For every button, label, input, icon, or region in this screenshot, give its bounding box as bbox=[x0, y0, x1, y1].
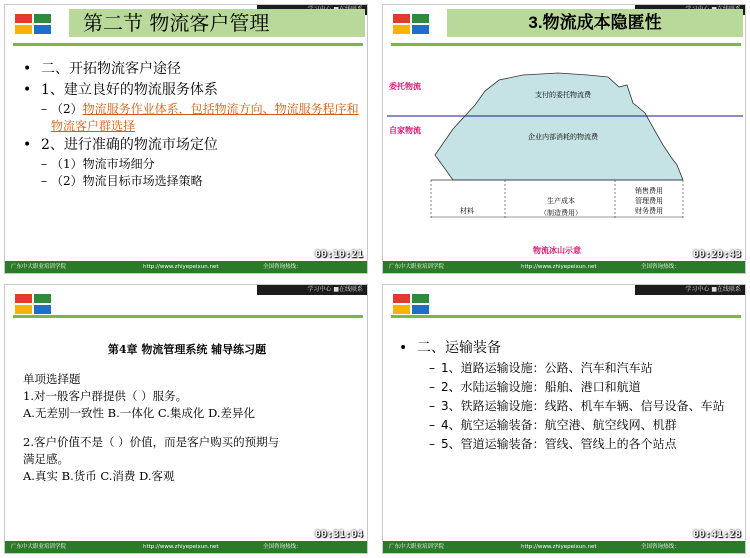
sub-bullet-text: 1、道路运输设施：公路、汽车和汽车站 bbox=[441, 361, 653, 375]
sub-bullet-text: 物流市场细分 bbox=[82, 157, 155, 171]
bullet-item: • 2、进行准确的物流市场定位 bbox=[23, 135, 363, 156]
school-logo bbox=[15, 294, 55, 316]
sub-bullet-item: – （1）物流市场细分 bbox=[41, 157, 155, 171]
bullet-item: • 1、建立良好的物流服务体系 bbox=[23, 80, 363, 101]
footer-url[interactable]: http://www.zhiyepeixun.net bbox=[143, 544, 219, 550]
sub-bullet-text: 2、水陆运输设施：船舶、港口和航道 bbox=[441, 380, 641, 394]
bullet-list bbox=[23, 59, 363, 190]
school-logo bbox=[393, 294, 433, 316]
footer-school: 广东中大职业培训学院 bbox=[389, 264, 445, 270]
bottom-expense: 销售费用 bbox=[635, 187, 663, 195]
bottom-expense: 管理费用 bbox=[635, 197, 663, 205]
bullet-list bbox=[399, 337, 739, 454]
slide-1-thumbnail[interactable] bbox=[4, 4, 368, 274]
sub-bullet-prefix: （2） bbox=[51, 102, 83, 116]
sub-bullet-text: 5、管道运输装备：管线、管线上的各个站点 bbox=[441, 437, 677, 451]
title-underline bbox=[13, 315, 363, 318]
slide-2-thumbnail[interactable] bbox=[382, 4, 746, 274]
bottom-production: 生产成本 bbox=[547, 197, 575, 205]
school-logo bbox=[393, 14, 433, 36]
footer-url[interactable]: http://www.zhiyepeixun.net bbox=[521, 544, 597, 550]
sub-bullet-text: 物流目标市场选择策略 bbox=[82, 174, 203, 188]
highlighted-text: 物流服务作业体系，包括物流方向、物流服务程序和物流客户群选择 bbox=[51, 102, 359, 133]
footer-url[interactable]: http://www.zhiyepeixun.net bbox=[143, 264, 219, 270]
top-bar: 学习中心 ■在线联系 bbox=[257, 285, 367, 295]
slide-footer bbox=[5, 541, 368, 553]
logistics-iceberg-diagram bbox=[383, 47, 746, 263]
footer-hotline: 全国咨询热线： bbox=[641, 264, 680, 270]
diagram-caption: 物流冰山示意 bbox=[533, 246, 581, 255]
footer-school: 广东中大职业培训学院 bbox=[11, 264, 67, 270]
question-1: 1.对一般客户群提供（ ）服务。 bbox=[23, 389, 188, 403]
label-entrusted: 委托物流 bbox=[389, 82, 421, 91]
exercise-body bbox=[23, 371, 363, 485]
bullet-item: • 二、运输装备 bbox=[399, 337, 739, 359]
slide-title: 3.物流成本隐匿性 bbox=[447, 9, 743, 37]
sub-bullet-text: 3、铁路运输设施：线路、机车车辆、信号设备、车站 bbox=[441, 399, 725, 413]
sub-bullet-item: – 3、铁路运输设施：线路、机车车辆、信号设备、车站 bbox=[429, 399, 725, 413]
bottom-material: 材料 bbox=[460, 207, 474, 215]
bottom-expense: 财务费用 bbox=[635, 207, 663, 215]
school-logo bbox=[15, 14, 55, 36]
slide-footer bbox=[383, 261, 746, 273]
text-paid-fee: 支付的委托物流费 bbox=[535, 91, 591, 99]
text-internal-fee: 企业内部消耗的物流费 bbox=[528, 133, 598, 141]
sub-bullet-item: – 4、航空运输装备：航空港、航空线网、机群 bbox=[429, 418, 677, 432]
sub-bullet-prefix: （1） bbox=[51, 157, 83, 171]
question-2-options: A.真实 B.货币 C.消费 D.客观 bbox=[23, 469, 175, 483]
footer-hotline: 全国咨询热线： bbox=[641, 544, 680, 550]
slide-footer bbox=[5, 261, 368, 273]
section-heading: 单项选择题 bbox=[23, 372, 81, 386]
sub-bullet-item: – 2、水陆运输设施：船舶、港口和航道 bbox=[429, 380, 641, 394]
sub-bullet-prefix: （2） bbox=[51, 174, 83, 188]
iceberg-shape bbox=[435, 73, 683, 180]
footer-school: 广东中大职业培训学院 bbox=[389, 544, 445, 550]
video-timestamp: 00:41:28 bbox=[692, 529, 741, 540]
title-underline bbox=[391, 315, 741, 318]
sub-bullet-item: – （2）物流目标市场选择策略 bbox=[41, 174, 203, 188]
slide-footer bbox=[383, 541, 746, 553]
title-underline bbox=[391, 43, 741, 46]
label-self: 自家物流 bbox=[389, 126, 421, 135]
video-timestamp: 00:20:43 bbox=[692, 249, 741, 260]
sub-bullet-item: – 5、管道运输装备：管线、管线上的各个站点 bbox=[429, 437, 677, 451]
footer-school: 广东中大职业培训学院 bbox=[11, 544, 67, 550]
exercise-heading: 第4章 物流管理系统 辅导练习题 bbox=[107, 343, 267, 356]
slide-4-thumbnail[interactable] bbox=[382, 284, 746, 554]
slide-title: 第二节 物流客户管理 bbox=[69, 9, 365, 37]
video-timestamp: 00:10:21 bbox=[314, 249, 363, 260]
footer-hotline: 全国咨询热线： bbox=[263, 544, 302, 550]
sub-bullet-item: – （2）物流服务作业体系，包括物流方向、物流服务程序和物流客户群选择 bbox=[41, 102, 359, 133]
footer-hotline: 全国咨询热线： bbox=[263, 264, 302, 270]
video-timestamp: 00:31:04 bbox=[314, 529, 363, 540]
title-underline bbox=[13, 43, 363, 46]
slide-3-thumbnail[interactable] bbox=[4, 284, 368, 554]
sub-bullet-item: – 1、道路运输设施：公路、汽车和汽车站 bbox=[429, 361, 653, 375]
bottom-production-sub: （制造费用） bbox=[540, 209, 582, 217]
question-2-line-2: 满足感。 bbox=[23, 452, 69, 466]
question-2-line-1: 2.客户价值不是（ ）价值，而是客户购买的预期与 bbox=[23, 435, 280, 449]
bullet-item: • 二、开拓物流客户途径 bbox=[23, 59, 363, 80]
sub-bullet-text: 4、航空运输装备：航空港、航空线网、机群 bbox=[441, 418, 677, 432]
question-1-options: A.无差别一致性 B.一体化 C.集成化 D.差异化 bbox=[23, 406, 256, 420]
top-bar: 学习中心 ■在线联系 bbox=[635, 285, 745, 295]
footer-url[interactable]: http://www.zhiyepeixun.net bbox=[521, 264, 597, 270]
